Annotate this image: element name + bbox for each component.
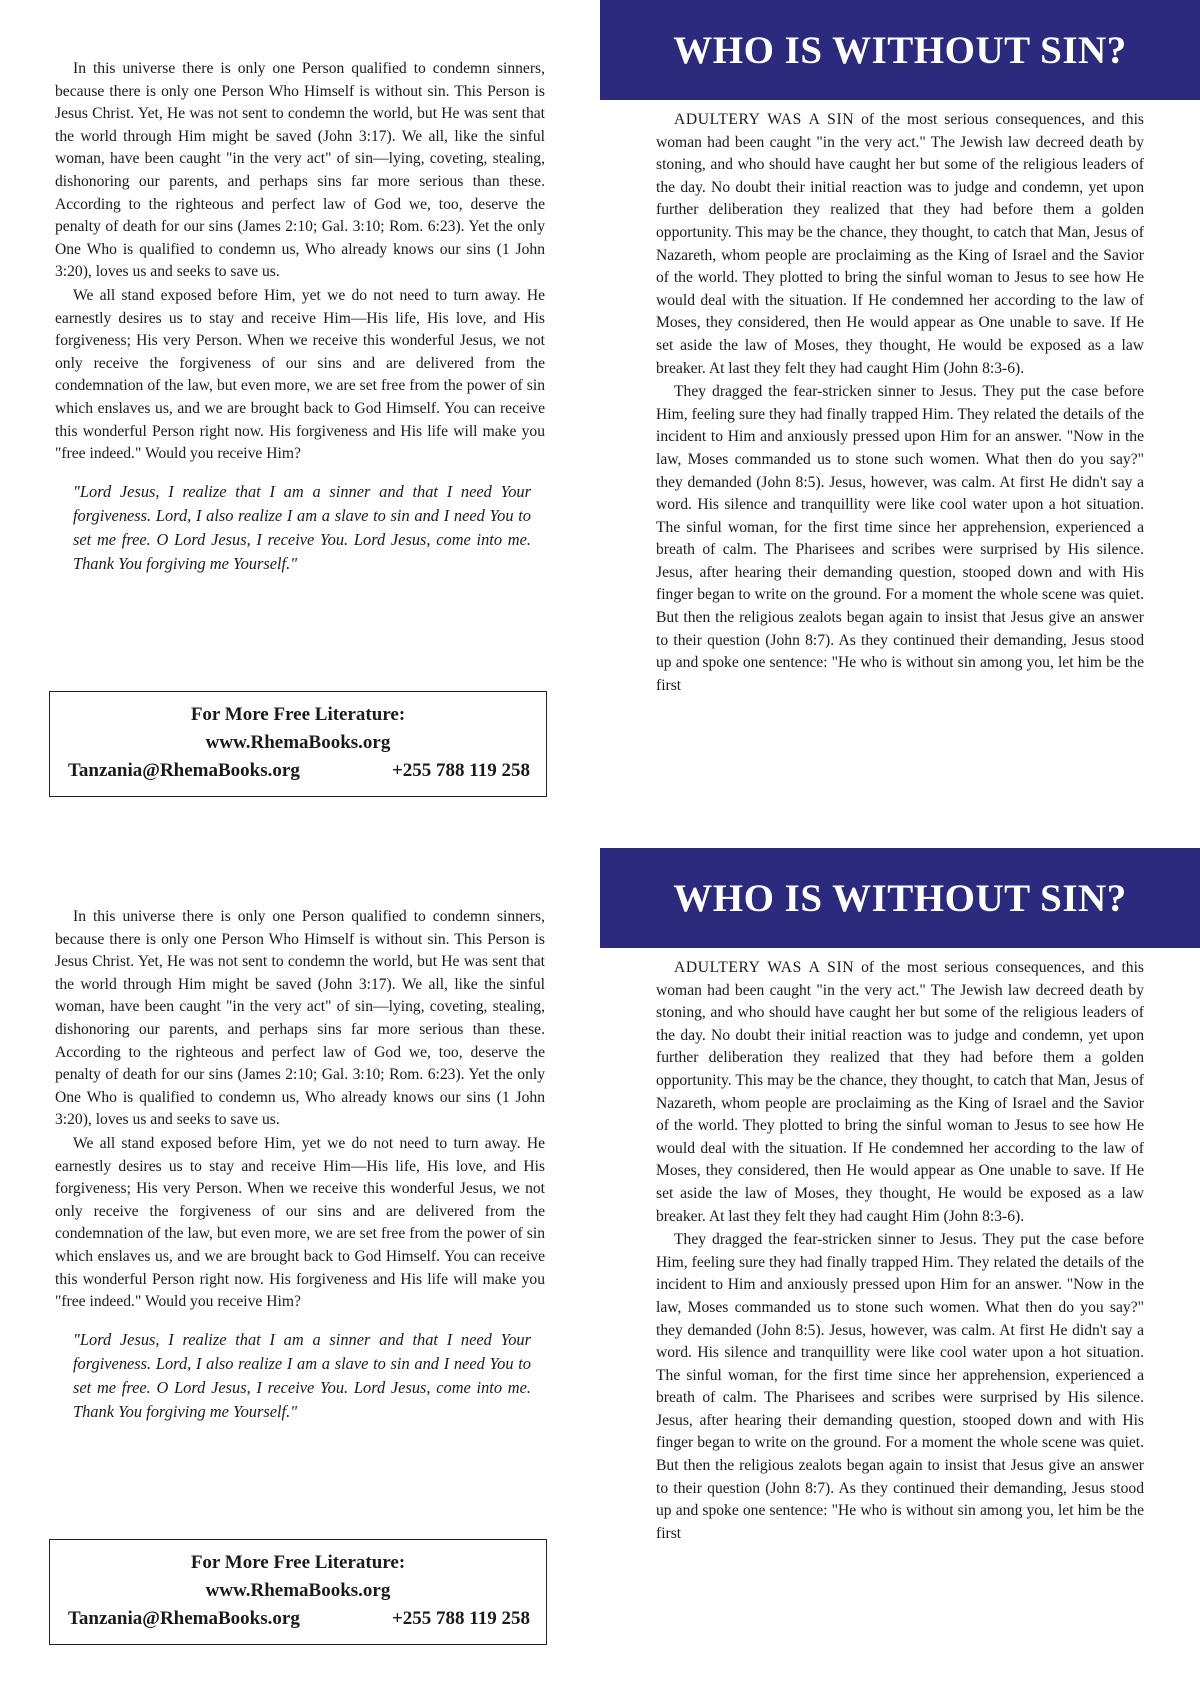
lead-in: ADULTERY WAS A SIN <box>674 959 855 976</box>
right-paragraph-1 <box>656 957 1144 1228</box>
contact-website: www.RhemaBooks.org <box>205 732 391 753</box>
prayer-text: "Lord Jesus, I realize that I am a sinner and that I need Your forgiveness. Lord, I also realize I am a slave to sin and I need You to set me free. O Lord Jesus, I receive You. Lord Jesus, come into me. Thank You forgiving me Yourself." <box>73 1329 531 1421</box>
left-paragraph-2: We all stand exposed before Him, yet we do not need to turn away. He earnestly desires us to stay and receive Him—His life, His love, and His forgiveness; His very Person. When we receive this wonderful Jesus, we not only receive the forgiveness of our sins and are delivered from the condemnation of the law, but even more, we are set free from the power of sin which enslaves us, and we are brought back to God Himself. You can receive this wonderful Person right now. His forgiveness and His life will make you "free indeed." Would you receive Him? <box>55 286 545 463</box>
contact-email: Tanzania@RhemaBooks.org <box>68 1608 300 1629</box>
right-text <box>656 109 1144 697</box>
left-paragraph-2: We all stand exposed before Him, yet we do not need to turn away. He earnestly desires us to stay and receive Him—His life, His love, and His forgiveness; His very Person. When we receive this wonderful Jesus, we not only receive the forgiveness of our sins and are delivered from the condemnation of the law, but even more, we are set free from the power of sin which enslaves us, and we are brought back to God Himself. You can receive this wonderful Person right now. His forgiveness and His life will make you "free indeed." Would you receive Him? <box>55 1134 545 1311</box>
left-paragraph-1: In this universe there is only one Person qualified to condemn sinners, because there is only one Person Who Himself is without sin. This Person is Jesus Christ. Yet, He was not sent to condemn the world, but He was sent that the world through Him might be saved (John 3:17). We all, like the sinful woman, have been caught "in the very act" of sin—lying, coveting, stealing, dishonoring our parents, and perhaps sins far more serious than these. According to the righteous and perfect law of God we, too, deserve the penalty of death for our sins (James 2:10; Gal. 3:10; Rom. 6:23). Yet the only One Who is qualified to condemn us, Who already knows our sins (1 John 3:20), loves us and seeks to save us. <box>55 908 545 1129</box>
contact-email: Tanzania@RhemaBooks.org <box>68 760 300 781</box>
right-paragraph-1-rest: of the most serious consequences, and this woman had been caught "in the very act." The Jewish law decreed death by stoning, and who should have caught her but some of the religious leaders of the day. No doubt their initial reaction was to judge and condemn, yet upon further deliberation they realized that they had before them a golden opportunity. This may be the chance, they thought, to catch that Man, Jesus of Nazareth, whom people are proclaiming as the King of Israel and the Savior of the world. They plotted to bring the sinful woman to Jesus to see how He would deal with the situation. If He condemned her according to the law of Moses, they considered, then He would appear as One unable to save. If He set aside the law of Moses, they thought, He would be exposed as a law breaker. At last they felt they had caught Him (John 8:3-6). <box>656 111 1145 377</box>
lead-in: ADULTERY WAS A SIN <box>674 111 855 128</box>
contact-phone: +255 788 119 258 <box>391 760 530 781</box>
right-paragraph-2: They dragged the fear-stricken sinner to Jesus. They put the case before Him, feeling sure they had finally trapped Him. They related the details of the incident to Him and anxiously pressed upon Him for an answer. "Now in the law, Moses commanded us to stone such women. What then do you say?" they demanded (John 8:5). Jesus, however, was calm. At first He didn't say a word. His silence and tranquillity were like cool water upon a hot situation. The sinful woman, for the first time since her apprehension, experienced a breath of calm. The Pharisees and scribes were surprised by His silence. Jesus, after hearing their demanding question, stooped down and with His finger began to write on the ground. For a moment the whole scene was quiet. But then the religious zealots began again to insist that Jesus give an answer to their question (John 8:7). As they continued their demanding, Jesus stood up and spoke one sentence: "He who is without sin among you, let him be the first <box>656 383 1144 694</box>
right-text <box>656 957 1144 1545</box>
title-banner: WHO IS WITHOUT SIN? <box>600 0 1200 100</box>
contact-heading: For More Free Literature: <box>190 704 406 725</box>
contact-phone: +255 788 119 258 <box>391 1608 530 1629</box>
contact-box <box>49 691 547 797</box>
right-paragraph-1 <box>656 109 1144 380</box>
contact-box <box>49 1539 547 1645</box>
tract-panel-bottom <box>0 848 1200 1696</box>
title-banner: WHO IS WITHOUT SIN? <box>600 848 1200 948</box>
right-paragraph-2: They dragged the fear-stricken sinner to Jesus. They put the case before Him, feeling sure they had finally trapped Him. They related the details of the incident to Him and anxiously pressed upon Him for an answer. "Now in the law, Moses commanded us to stone such women. What then do you say?" they demanded (John 8:5). Jesus, however, was calm. At first He didn't say a word. His silence and tranquillity were like cool water upon a hot situation. The sinful woman, for the first time since her apprehension, experienced a breath of calm. The Pharisees and scribes were surprised by His silence. Jesus, after hearing their demanding question, stooped down and with His finger began to write on the ground. For a moment the whole scene was quiet. But then the religious zealots began again to insist that Jesus give an answer to their question (John 8:7). As they continued their demanding, Jesus stood up and spoke one sentence: "He who is without sin among you, let him be the first <box>656 1231 1144 1542</box>
left-paragraph-1: In this universe there is only one Person qualified to condemn sinners, because there is only one Person Who Himself is without sin. This Person is Jesus Christ. Yet, He was not sent to condemn the world, but He was sent that the world through Him might be saved (John 3:17). We all, like the sinful woman, have been caught "in the very act" of sin—lying, coveting, stealing, dishonoring our parents, and perhaps sins far more serious than these. According to the righteous and perfect law of God we, too, deserve the penalty of death for our sins (James 2:10; Gal. 3:10; Rom. 6:23). Yet the only One Who is qualified to condemn us, Who already knows our sins (1 John 3:20), loves us and seeks to save us. <box>55 60 545 281</box>
left-column <box>55 58 545 576</box>
right-paragraph-1-rest: of the most serious consequences, and this woman had been caught "in the very act." The Jewish law decreed death by stoning, and who should have caught her but some of the religious leaders of the day. No doubt their initial reaction was to judge and condemn, yet upon further deliberation they realized that they had before them a golden opportunity. This may be the chance, they thought, to catch that Man, Jesus of Nazareth, whom people are proclaiming as the King of Israel and the Savior of the world. They plotted to bring the sinful woman to Jesus to see how He would deal with the situation. If He condemned her according to the law of Moses, they considered, then He would appear as One unable to save. If He set aside the law of Moses, they thought, He would be exposed as a law breaker. At last they felt they had caught Him (John 8:3-6). <box>656 959 1145 1225</box>
contact-heading: For More Free Literature: <box>190 1552 406 1573</box>
contact-website: www.RhemaBooks.org <box>205 1580 391 1601</box>
prayer-text: "Lord Jesus, I realize that I am a sinner and that I need Your forgiveness. Lord, I also realize I am a slave to sin and I need You to set me free. O Lord Jesus, I receive You. Lord Jesus, come into me. Thank You forgiving me Yourself." <box>73 481 531 573</box>
left-column <box>55 906 545 1424</box>
